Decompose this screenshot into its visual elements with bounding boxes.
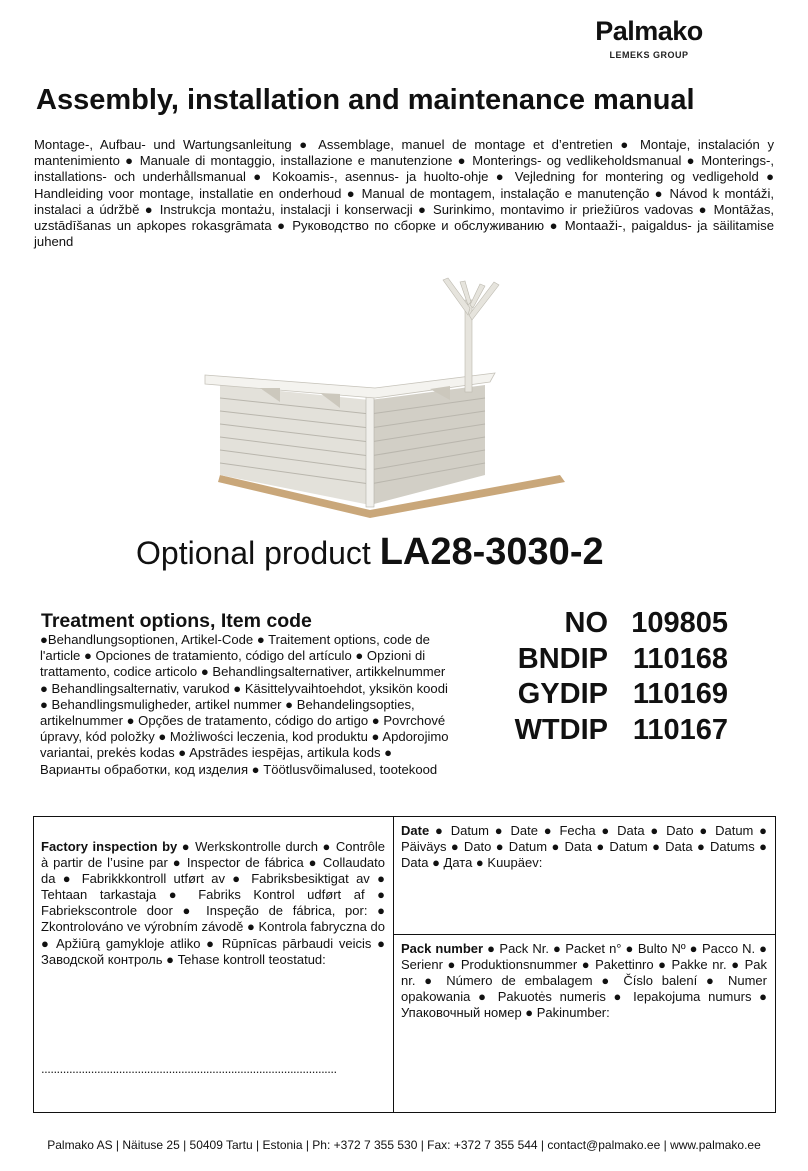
inspection-box <box>33 816 776 1113</box>
date-cell <box>394 817 775 935</box>
logo-group: LEMEKS GROUP <box>609 50 689 60</box>
intro-translations: Montage-, Aufbau- und Wartungsanleitung ● Assemblage, manuel de montage et d’entretien ● Montaje, instalación y mantenimiento ● Manuale di montaggio, installazione e manutenzione ● Monterings- og vedlikeholdsmanual ● Monterings-, installations- och underhållsmanual ● Kokoamis-, asennus- ja huolto-ohje ● Vejledning for montering og vedligehold ● Handleiding voor montage, installatie en onderhoud ● Manual de montagem, instalação e manutenção ● Návod k montáži, instalaci a údržbě ● Instrukcja montażu, instalacji i konserwacji ● Surinkimo, montavimo ir priežiūros vadovas ● Montāžas, uzstādīšanas un apkopes rokasgrāmata ● Руководство по сборке и обслуживанию ● Montaaži-, paigaldus- ja säilitamise juhend <box>34 137 774 250</box>
pack-number-lead: Pack number <box>401 941 484 956</box>
pack-number-rest: ● Pack Nr. ● Packet n° ● Bulto Nº ● Pacco N. ● Serienr ● Produktionsnummer ● Pakettinro ● Pakke nr. ● Pak nr. ● Número de embalagem ● Číslo balení ● Numer opakowania ● Pakuotės numeris ● Iepakojuma numurs ● Упаковочный номер ● Pakinumber: <box>401 941 768 1021</box>
treatment-title: Treatment options, Item code <box>41 610 312 632</box>
code-number: 110168 <box>632 642 728 675</box>
code-row <box>478 677 728 713</box>
product-code: LA28-3030-2 <box>379 531 604 573</box>
page-title: Assembly, installation and maintenance manual <box>36 84 695 116</box>
code-row <box>478 606 728 642</box>
code-number: 110167 <box>632 713 728 746</box>
date-lead: Date <box>401 823 430 838</box>
bar-counter-image <box>200 270 600 520</box>
code-row <box>478 713 728 749</box>
code-label: GYDIP <box>517 678 608 710</box>
date-text <box>401 823 767 871</box>
palmako-logo <box>564 16 734 60</box>
code-row <box>478 642 728 678</box>
code-label: NO <box>564 607 608 639</box>
code-number: 109805 <box>631 607 728 639</box>
factory-inspection-cell <box>34 817 394 1112</box>
factory-inspection-lead: Factory inspection by <box>41 839 178 854</box>
pack-number-text <box>401 941 767 1021</box>
optional-product <box>136 528 604 577</box>
code-label: BNDIP <box>517 642 608 675</box>
date-rest: ● Datum ● Date ● Fecha ● Data ● Dato ● Datum ● Päiväys ● Dato ● Datum ● Data ● Datum ● Data ● Datums ● Data ● Дата ● Kuupäev: <box>401 823 767 871</box>
code-number: 110169 <box>632 678 728 710</box>
signature-line: ............................................................................................... <box>41 1061 337 1076</box>
item-codes <box>478 606 728 748</box>
logo-brand: Palmako <box>595 16 703 46</box>
factory-inspection-rest: ● Werkskontrolle durch ● Contrôle à partir de l’usine par ● Inspector de fábrica ● Collaudato da ● Fabrikkkontroll utført av ● Fabriksbesiktigat av ● Tehtaan tarkastaja ● Fabriks Kontrol udført af ● Fabriekscontrole door ● Inspeção de fábrica, por: ● Zkontrolováno ve výrobním závodě ● Kontrola fabryczna do ● Apžiūrą gamykloje atliko ● Rūpnīcas pārbaudi veicis ● Заводской контроль ● Tehase kontroll teostatud: <box>41 839 385 967</box>
footer-contact: Palmako AS | Näituse 25 | 50409 Tartu | Estonia | Ph: +372 7 355 530 | Fax: +372 7 355 544 | contact@palmako.ee | www.palmako.ee <box>47 1138 761 1152</box>
treatment-translations: ●Behandlungsoptionen, Artikel-Code ● Traitement options, code de l'article ● Opciones de tratamiento, código del artículo ● Opzioni di trattamento, codice articolo ● Behandlingsalternativer, artikkelnummer ● Behandlingsalternativ, varukod ● Käsittelyvaihtoehdot, yksikön koodi ● Behandlingsmuligheder, artikel nummer ● Behandelingsopties, artikelnummer ● Opções de tratamento, código do artigo ● Povrchové úpravy, kód položky ● Możliwości leczenia, kod produktu ● Apdorojimo variantai, prekės kodas ● Apstrādes iespējas, artikula kods ● Варианты обработки, код изделия ● Töötlusvõimalused, tootekood <box>40 632 449 777</box>
code-label: WTDIP <box>514 713 608 746</box>
factory-inspection-text <box>41 839 385 968</box>
optional-prefix: Optional product <box>136 535 371 571</box>
pack-number-cell <box>394 935 775 1112</box>
